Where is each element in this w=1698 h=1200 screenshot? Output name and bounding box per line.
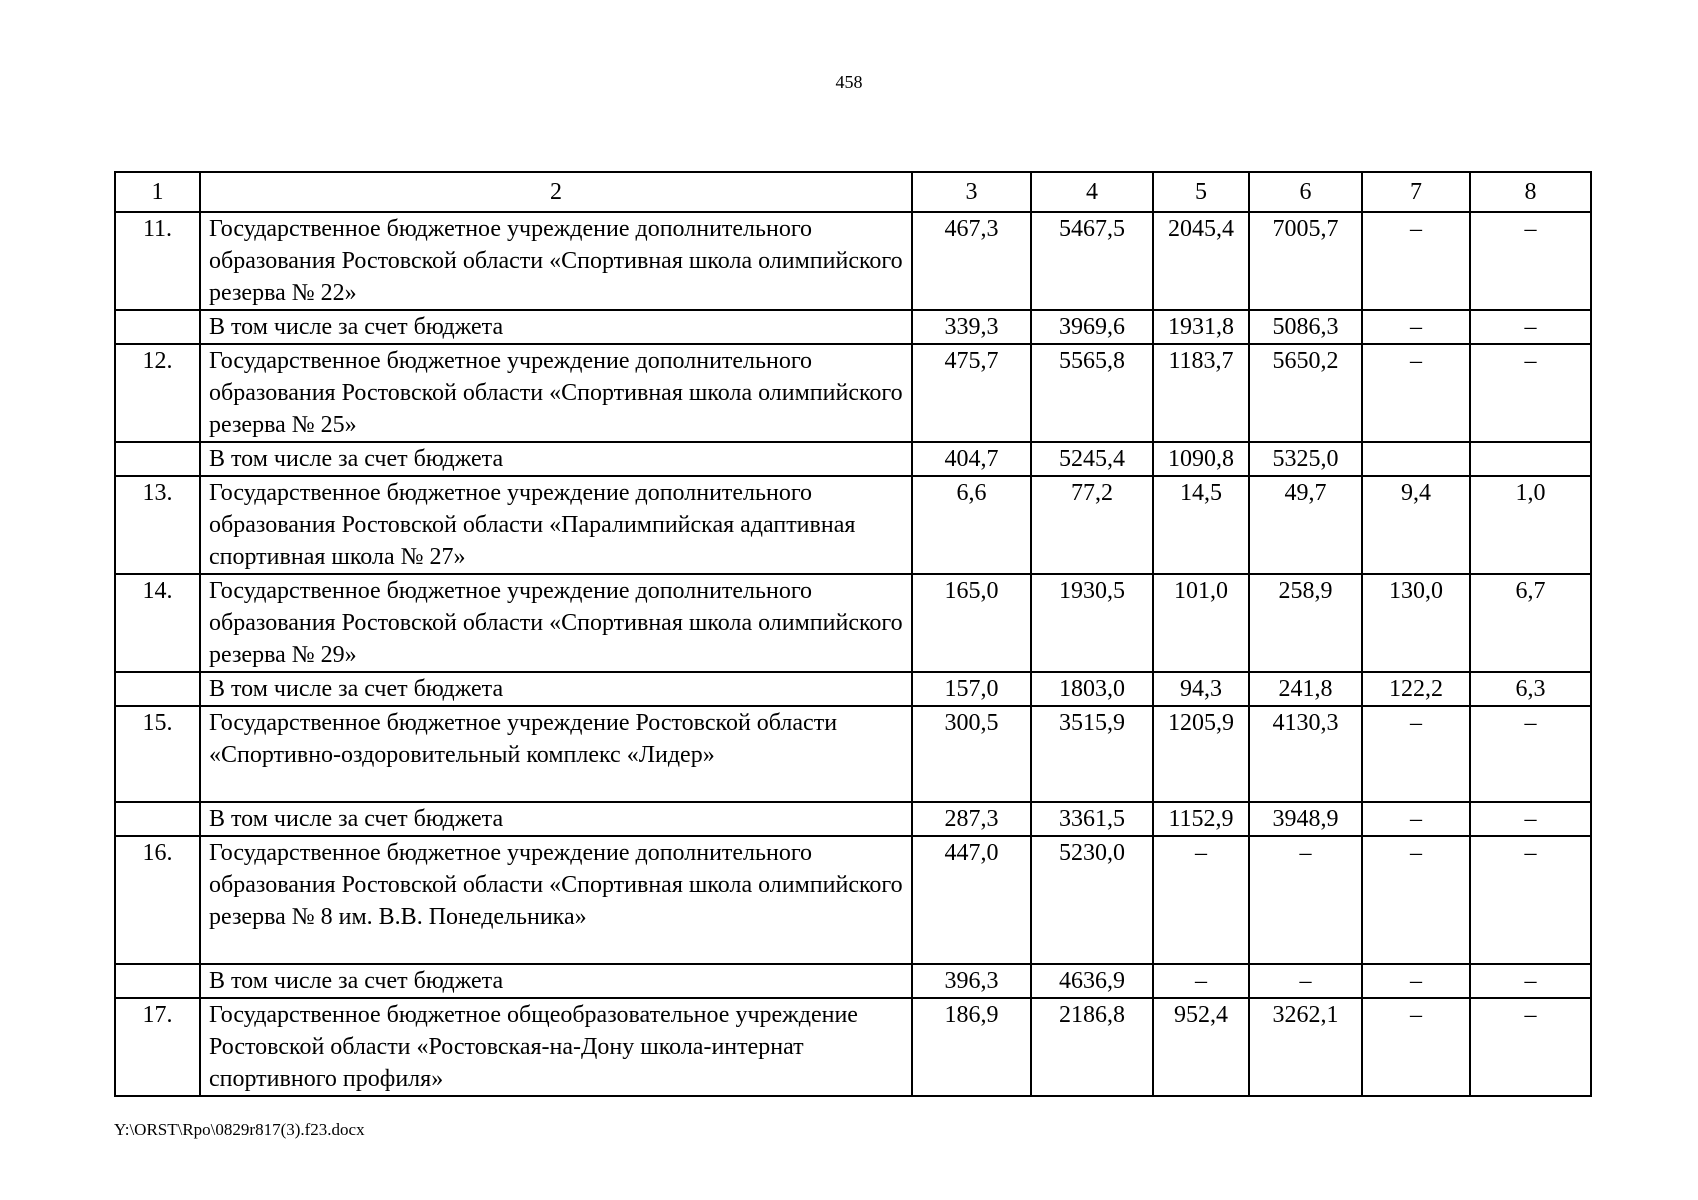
column-header: 4 bbox=[1031, 172, 1153, 212]
institution-name-cell: В том числе за счет бюджета bbox=[200, 442, 912, 476]
institution-name-cell: В том числе за счет бюджета bbox=[200, 964, 912, 998]
table-row bbox=[115, 476, 1591, 574]
value-cell-col6: – bbox=[1249, 836, 1362, 964]
row-number-cell bbox=[115, 964, 200, 998]
value-cell-col4: 3361,5 bbox=[1031, 802, 1153, 836]
institution-name-cell: Государственное бюджетное учреждение дополнительного образования Ростовской области «Спортивная школа олимпийского резерва № 25» bbox=[200, 344, 912, 442]
value-cell-col3: 157,0 bbox=[912, 672, 1031, 706]
value-cell-col7: – bbox=[1362, 964, 1470, 998]
value-cell-col5: 14,5 bbox=[1153, 476, 1249, 574]
value-cell-col3: 475,7 bbox=[912, 344, 1031, 442]
value-cell-col6: 258,9 bbox=[1249, 574, 1362, 672]
value-cell-col8 bbox=[1470, 442, 1591, 476]
row-number-cell: 17. bbox=[115, 998, 200, 1096]
value-cell-col3: 186,9 bbox=[912, 998, 1031, 1096]
value-cell-col8: – bbox=[1470, 706, 1591, 802]
budget-table bbox=[114, 171, 1592, 1097]
value-cell-col4: 77,2 bbox=[1031, 476, 1153, 574]
row-number-cell: 13. bbox=[115, 476, 200, 574]
document-file-path: Y:\ORST\Rpo\0829r817(3).f23.docx bbox=[114, 1120, 365, 1139]
page-number: 458 bbox=[835, 72, 863, 92]
value-cell-col6: – bbox=[1249, 964, 1362, 998]
value-cell-col3: 396,3 bbox=[912, 964, 1031, 998]
value-cell-col4: 3969,6 bbox=[1031, 310, 1153, 344]
value-cell-col4: 1803,0 bbox=[1031, 672, 1153, 706]
value-cell-col5: 1931,8 bbox=[1153, 310, 1249, 344]
table-row bbox=[115, 672, 1591, 706]
value-cell-col8: – bbox=[1470, 998, 1591, 1096]
table-row bbox=[115, 344, 1591, 442]
table-row bbox=[115, 964, 1591, 998]
value-cell-col8: 1,0 bbox=[1470, 476, 1591, 574]
column-header: 3 bbox=[912, 172, 1031, 212]
row-number-cell bbox=[115, 310, 200, 344]
value-cell-col4: 5230,0 bbox=[1031, 836, 1153, 964]
institution-name-cell: В том числе за счет бюджета bbox=[200, 310, 912, 344]
column-header: 5 bbox=[1153, 172, 1249, 212]
value-cell-col8: 6,3 bbox=[1470, 672, 1591, 706]
value-cell-col5: 1090,8 bbox=[1153, 442, 1249, 476]
value-cell-col7: 130,0 bbox=[1362, 574, 1470, 672]
table-row bbox=[115, 212, 1591, 310]
value-cell-col6: 3262,1 bbox=[1249, 998, 1362, 1096]
value-cell-col6: 5325,0 bbox=[1249, 442, 1362, 476]
row-number-cell: 12. bbox=[115, 344, 200, 442]
value-cell-col7: – bbox=[1362, 802, 1470, 836]
value-cell-col6: 7005,7 bbox=[1249, 212, 1362, 310]
value-cell-col8: – bbox=[1470, 212, 1591, 310]
row-number-cell bbox=[115, 442, 200, 476]
column-header: 7 bbox=[1362, 172, 1470, 212]
value-cell-col5: 1205,9 bbox=[1153, 706, 1249, 802]
value-cell-col7: – bbox=[1362, 344, 1470, 442]
value-cell-col7: 9,4 bbox=[1362, 476, 1470, 574]
value-cell-col8: – bbox=[1470, 836, 1591, 964]
institution-name-cell: В том числе за счет бюджета bbox=[200, 802, 912, 836]
value-cell-col7: – bbox=[1362, 310, 1470, 344]
row-number-cell: 11. bbox=[115, 212, 200, 310]
value-cell-col8: 6,7 bbox=[1470, 574, 1591, 672]
column-header: 1 bbox=[115, 172, 200, 212]
institution-name-cell: В том числе за счет бюджета bbox=[200, 672, 912, 706]
value-cell-col4: 3515,9 bbox=[1031, 706, 1153, 802]
value-cell-col5: 101,0 bbox=[1153, 574, 1249, 672]
row-number-cell: 15. bbox=[115, 706, 200, 802]
value-cell-col7: – bbox=[1362, 706, 1470, 802]
column-header: 6 bbox=[1249, 172, 1362, 212]
table-row bbox=[115, 574, 1591, 672]
value-cell-col6: 3948,9 bbox=[1249, 802, 1362, 836]
row-number-cell bbox=[115, 802, 200, 836]
value-cell-col3: 467,3 bbox=[912, 212, 1031, 310]
column-header: 2 bbox=[200, 172, 912, 212]
table-row bbox=[115, 310, 1591, 344]
row-number-cell bbox=[115, 672, 200, 706]
institution-name-cell: Государственное бюджетное учреждение дополнительного образования Ростовской области «Паралимпийская адаптивная спортивная школа № 27» bbox=[200, 476, 912, 574]
institution-name-cell: Государственное бюджетное общеобразовательное учреждение Ростовской области «Ростовская-на-Дону школа-интернат спортивного профиля» bbox=[200, 998, 912, 1096]
value-cell-col4: 2186,8 bbox=[1031, 998, 1153, 1096]
institution-name-cell: Государственное бюджетное учреждение дополнительного образования Ростовской области «Спортивная школа олимпийского резерва № 29» bbox=[200, 574, 912, 672]
value-cell-col3: 447,0 bbox=[912, 836, 1031, 964]
row-number-cell: 14. bbox=[115, 574, 200, 672]
value-cell-col5: 1152,9 bbox=[1153, 802, 1249, 836]
value-cell-col6: 49,7 bbox=[1249, 476, 1362, 574]
table-row bbox=[115, 442, 1591, 476]
value-cell-col8: – bbox=[1470, 344, 1591, 442]
value-cell-col6: 5650,2 bbox=[1249, 344, 1362, 442]
value-cell-col5: 1183,7 bbox=[1153, 344, 1249, 442]
table-row bbox=[115, 802, 1591, 836]
institution-name-cell: Государственное бюджетное учреждение Ростовской области «Спортивно-оздоровительный комплекс «Лидер» bbox=[200, 706, 912, 802]
value-cell-col6: 5086,3 bbox=[1249, 310, 1362, 344]
column-header: 8 bbox=[1470, 172, 1591, 212]
value-cell-col7: 122,2 bbox=[1362, 672, 1470, 706]
value-cell-col4: 5467,5 bbox=[1031, 212, 1153, 310]
value-cell-col7: – bbox=[1362, 998, 1470, 1096]
value-cell-col4: 5565,8 bbox=[1031, 344, 1153, 442]
value-cell-col7: – bbox=[1362, 836, 1470, 964]
value-cell-col5: – bbox=[1153, 964, 1249, 998]
value-cell-col7 bbox=[1362, 442, 1470, 476]
value-cell-col3: 165,0 bbox=[912, 574, 1031, 672]
value-cell-col3: 404,7 bbox=[912, 442, 1031, 476]
institution-name-cell: Государственное бюджетное учреждение дополнительного образования Ростовской области «Спортивная школа олимпийского резерва № 8 им. В.В. Понедельника» bbox=[200, 836, 912, 964]
table-row bbox=[115, 836, 1591, 964]
value-cell-col5: 952,4 bbox=[1153, 998, 1249, 1096]
value-cell-col4: 5245,4 bbox=[1031, 442, 1153, 476]
value-cell-col5: – bbox=[1153, 836, 1249, 964]
value-cell-col8: – bbox=[1470, 802, 1591, 836]
value-cell-col6: 4130,3 bbox=[1249, 706, 1362, 802]
value-cell-col8: – bbox=[1470, 310, 1591, 344]
value-cell-col5: 2045,4 bbox=[1153, 212, 1249, 310]
value-cell-col4: 4636,9 bbox=[1031, 964, 1153, 998]
value-cell-col4: 1930,5 bbox=[1031, 574, 1153, 672]
table-row bbox=[115, 706, 1591, 802]
row-number-cell: 16. bbox=[115, 836, 200, 964]
value-cell-col6: 241,8 bbox=[1249, 672, 1362, 706]
value-cell-col3: 6,6 bbox=[912, 476, 1031, 574]
institution-name-cell: Государственное бюджетное учреждение дополнительного образования Ростовской области «Спортивная школа олимпийского резерва № 22» bbox=[200, 212, 912, 310]
value-cell-col3: 300,5 bbox=[912, 706, 1031, 802]
value-cell-col3: 339,3 bbox=[912, 310, 1031, 344]
value-cell-col5: 94,3 bbox=[1153, 672, 1249, 706]
value-cell-col7: – bbox=[1362, 212, 1470, 310]
value-cell-col3: 287,3 bbox=[912, 802, 1031, 836]
value-cell-col8: – bbox=[1470, 964, 1591, 998]
table-header-row bbox=[115, 172, 1591, 212]
table-row bbox=[115, 998, 1591, 1096]
